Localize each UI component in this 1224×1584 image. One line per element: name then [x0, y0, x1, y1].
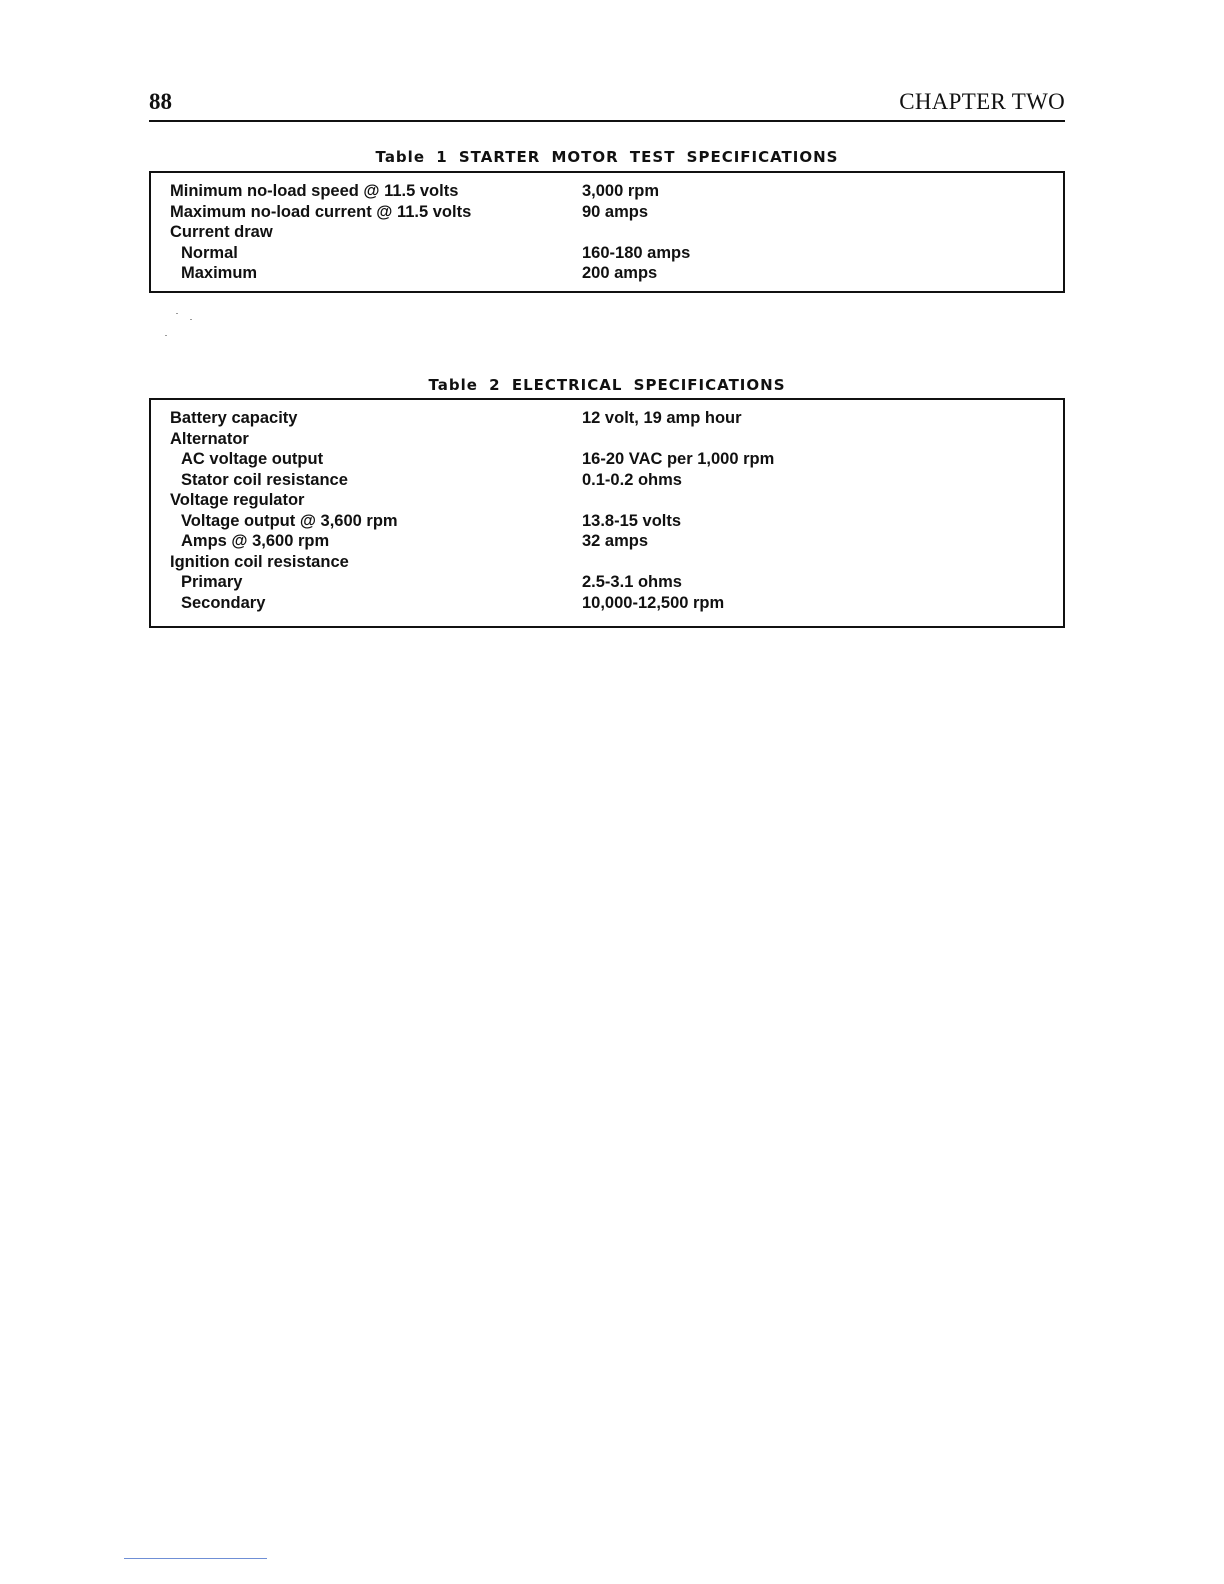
- spec-value: 160-180 amps: [582, 243, 691, 262]
- spec-value: [582, 490, 1063, 511]
- scan-speck: [176, 313, 178, 314]
- spec-label: Stator coil resistance: [181, 470, 348, 489]
- table-2-caption: Table 2 ELECTRICAL SPECIFICATIONS: [428, 376, 786, 394]
- spec-value: [582, 552, 1063, 573]
- spec-label: AC voltage output: [181, 450, 324, 468]
- table-row: [151, 470, 1063, 491]
- spec-label: Maximum: [181, 264, 258, 282]
- spec-label: Normal: [181, 243, 238, 262]
- scan-speck: [165, 335, 167, 336]
- table-row: [151, 222, 1063, 243]
- spec-value: [582, 429, 1063, 450]
- footer-rule: [124, 1558, 267, 1559]
- chapter-title: CHAPTER TWO: [899, 89, 1065, 114]
- table-row: [151, 263, 1063, 284]
- spec-label: Secondary: [181, 593, 266, 612]
- spec-group-label: Alternator: [170, 429, 249, 448]
- table-row: [151, 408, 1063, 429]
- spec-value: 32 amps: [582, 532, 649, 550]
- spec-group-label: Current draw: [170, 223, 273, 241]
- spec-value: 12 volt, 19 amp hour: [582, 409, 742, 427]
- table-row: [151, 243, 1063, 264]
- spec-value: 10,000-12,500 rpm: [582, 593, 725, 612]
- spec-label: Minimum no-load speed @ 11.5 volts: [170, 182, 459, 200]
- spec-label: Primary: [181, 573, 243, 591]
- page-number: 88: [149, 89, 172, 114]
- table-row: [151, 593, 1063, 614]
- table-row: [151, 552, 1063, 573]
- spec-value: 3,000 rpm: [582, 182, 660, 200]
- spec-label: Maximum no-load current @ 11.5 volts: [170, 202, 472, 221]
- table-row: [151, 449, 1063, 470]
- table-row: [151, 572, 1063, 593]
- spec-value: 2.5-3.1 ohms: [582, 573, 682, 591]
- spec-label: Voltage output @ 3,600 rpm: [181, 511, 398, 530]
- spec-label: Battery capacity: [170, 409, 298, 427]
- spec-group-label: Ignition coil resistance: [170, 552, 349, 571]
- page-header: [149, 88, 1065, 122]
- spec-label: Amps @ 3,600 rpm: [181, 532, 330, 550]
- starter-motor-spec-table: [149, 171, 1065, 293]
- spec-group-label: Voltage regulator: [170, 491, 305, 509]
- spec-value: 200 amps: [582, 264, 658, 282]
- table-row: [151, 202, 1063, 223]
- spec-value: 13.8-15 volts: [582, 511, 682, 530]
- spec-value: 16-20 VAC per 1,000 rpm: [582, 450, 775, 468]
- spec-value: [582, 222, 1063, 243]
- table-row: [151, 181, 1063, 202]
- table-row: [151, 429, 1063, 450]
- spec-value: 0.1-0.2 ohms: [582, 470, 682, 489]
- table-row: [151, 531, 1063, 552]
- electrical-spec-table: [149, 398, 1065, 628]
- table-row: [151, 511, 1063, 532]
- table-row: [151, 490, 1063, 511]
- spec-value: 90 amps: [582, 202, 649, 221]
- table-1-caption: Table 1 STARTER MOTOR TEST SPECIFICATIONS: [375, 148, 839, 166]
- scan-speck: [190, 319, 192, 320]
